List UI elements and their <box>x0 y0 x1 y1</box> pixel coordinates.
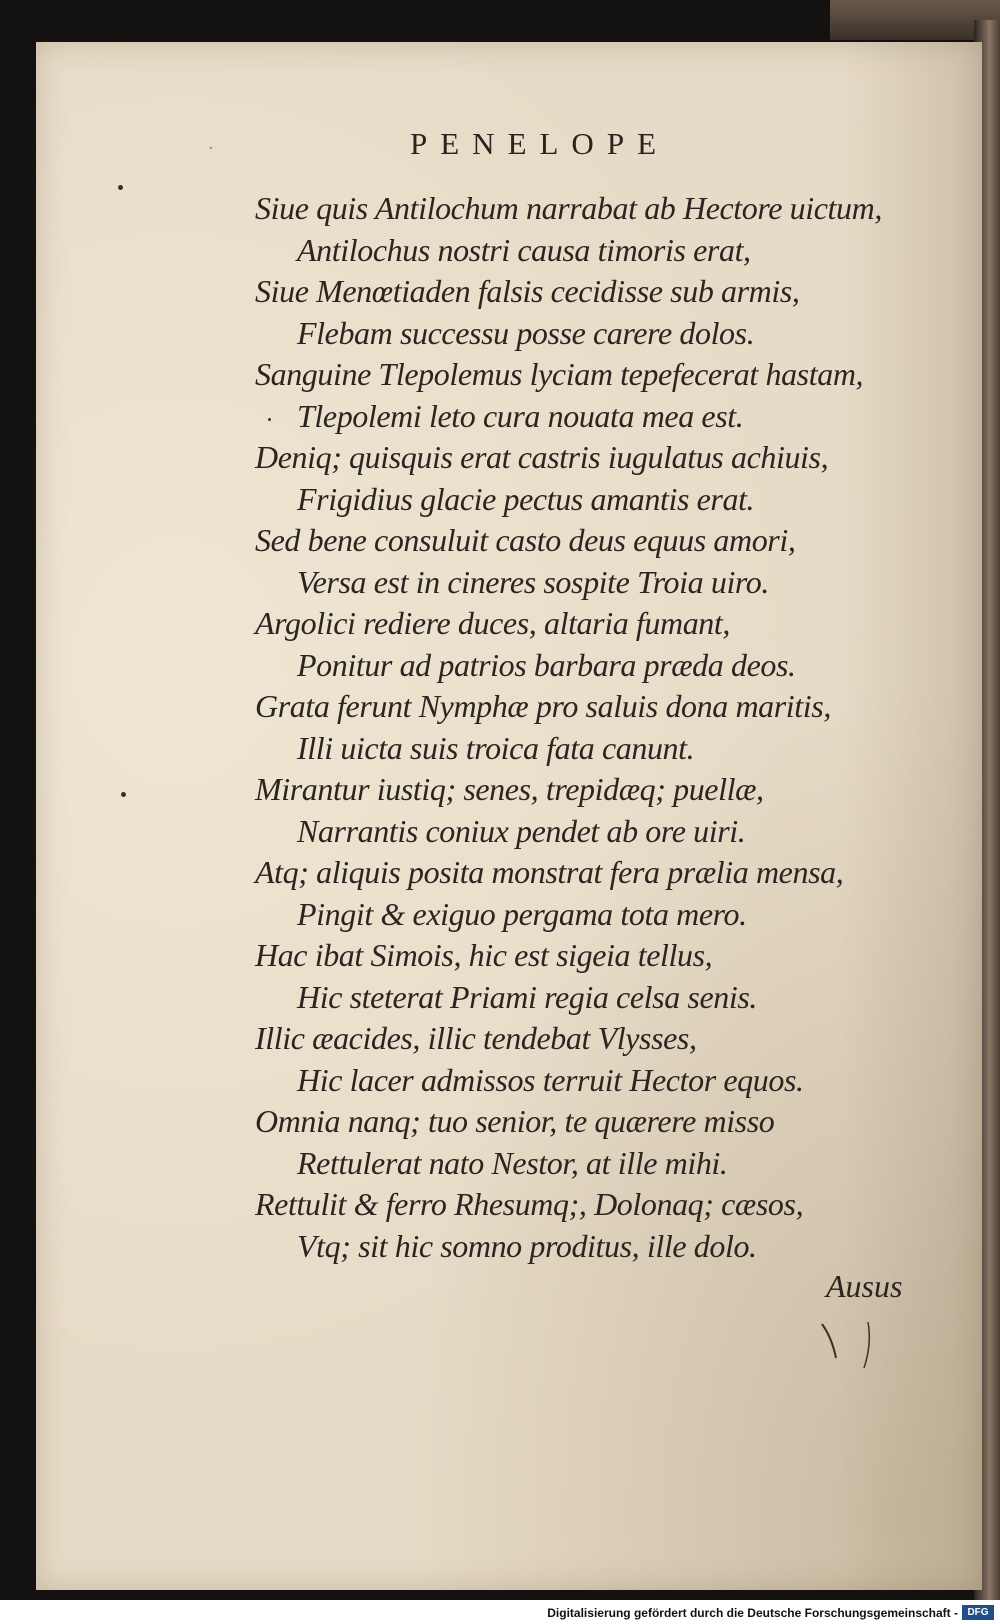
footer-bar <box>0 1600 1000 1624</box>
verse-line: Atq; aliquis posita monstrat fera prælia mensa, <box>255 854 844 890</box>
verse-line: Rettulit & ferro Rhesumq;, Dolonaq; cæsos, <box>255 1186 804 1222</box>
verse-line: Vtq; sit hic somno proditus, ille dolo. <box>297 1227 757 1264</box>
verse-line: Hic steterat Priami regia celsa senis. <box>297 978 757 1015</box>
ink-stroke-mark <box>818 1318 878 1374</box>
verse-line: Antilochus nostri causa timoris erat, <box>297 231 751 268</box>
catchword: Ausus <box>826 1268 903 1304</box>
verse-line: Sed bene consuluit casto deus equus amori, <box>255 522 796 558</box>
verse-line: Frigidius glacie pectus amantis erat. <box>297 480 755 517</box>
verse-block <box>255 188 882 1267</box>
verse-line: Grata ferunt Nymphæ pro saluis dona maritis, <box>255 688 831 724</box>
verse-line: Mirantur iustiq; senes, trepidæq; puellæ, <box>255 771 764 807</box>
dfg-logo: DFG <box>962 1605 994 1620</box>
verse-line: Siue quis Antilochum narrabat ab Hectore uictum, <box>255 190 882 226</box>
verse-line: Illi uicta suis troica fata canunt. <box>297 729 695 766</box>
verse-line: Pingit & exiguo pergama tota mero. <box>297 895 747 932</box>
verse-line: Tlepolemi leto cura nouata mea est. <box>297 397 744 434</box>
verse-line: Flebam successu posse carere dolos. <box>297 314 755 351</box>
ink-speck <box>121 792 126 797</box>
verse-line: Ponitur ad patrios barbara præda deos. <box>297 646 796 683</box>
verse-line: Versa est in cineres sospite Troia uiro. <box>297 563 770 600</box>
running-head: PENELOPE <box>410 126 669 161</box>
digitization-credit: Digitalisierung gefördert durch die Deutsche Forschungsgemeinschaft - <box>547 1606 958 1620</box>
ink-speck <box>118 185 123 190</box>
verse-line: Illic æacides, illic tendebat Vlysses, <box>255 1020 697 1056</box>
verse-line: Sanguine Tlepolemus lyciam tepefecerat hastam, <box>255 356 864 392</box>
verse-line: Argolici rediere duces, altaria fumant, <box>255 605 730 641</box>
margin-mark: · <box>208 138 214 159</box>
verse-line: Hic lacer admissos terruit Hector equos. <box>297 1061 804 1098</box>
verse-line: Narrantis coniux pendet ab ore uiri. <box>297 812 746 849</box>
verse-line: Omnia nanq; tuo senior, te quærere misso <box>255 1103 775 1139</box>
verse-line: Hac ibat Simois, hic est sigeia tellus, <box>255 937 713 973</box>
verse-line: Siue Menœtiaden falsis cecidisse sub armis, <box>255 273 800 309</box>
verse-line: Deniq; quisquis erat castris iugulatus achiuis, <box>255 439 829 475</box>
verse-line: Rettulerat nato Nestor, at ille mihi. <box>297 1144 728 1181</box>
